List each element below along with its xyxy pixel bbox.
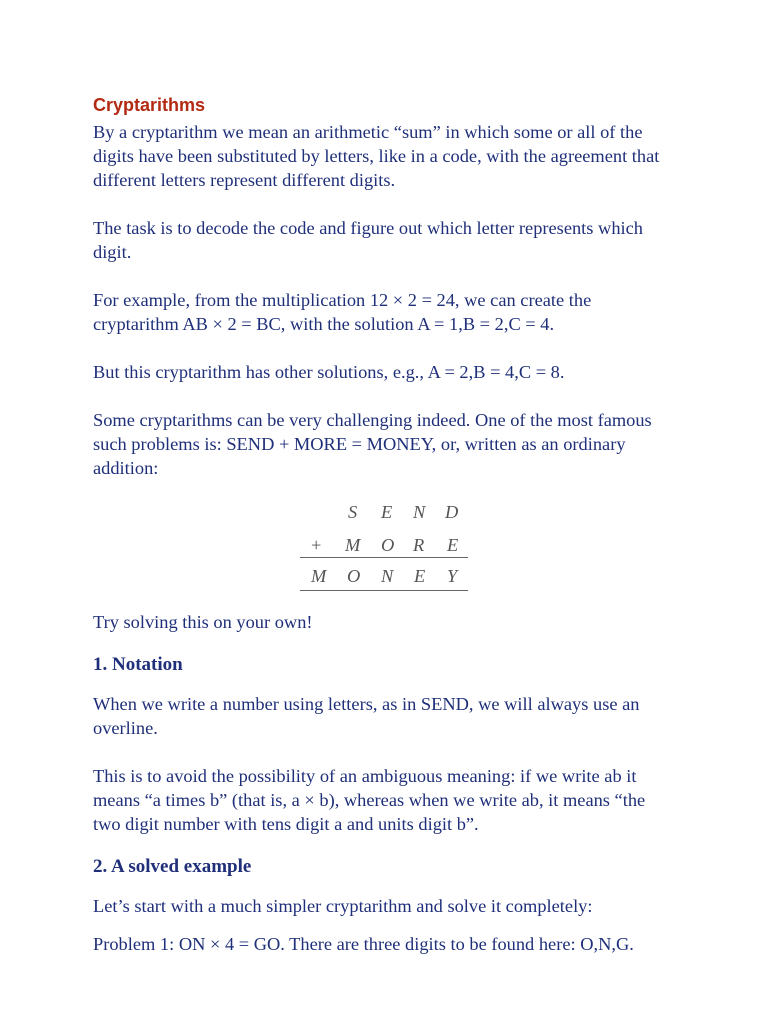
addition-letter: R [413,535,425,555]
addition-letter: O [381,535,395,555]
section-heading-notation: 1. Notation [93,654,183,675]
section-heading-solved-example: 2. A solved example [93,856,252,877]
sum-line-top [300,557,468,558]
solved-paragraph-2: Problem 1: ON × 4 = GO. There are three digits to be found here: O,N,G. [93,934,634,954]
addition-letter: Y [447,566,458,586]
document-page [93,92,673,956]
addition-letter: M [311,566,327,586]
famous-problem-paragraph: Some cryptarithms can be very challenging indeed. One of the most famous such problems is: SEND + MORE = MONEY, or, written as an ordinary addition: [93,410,652,478]
addition-letter: E [381,502,393,522]
addition-letter: D [445,502,459,522]
page-title: Cryptarithms [93,95,206,115]
intro-paragraph: By a cryptarithm we mean an arithmetic “sum” in which some or all of the digits have been substituted by letters, like in a code, with the agreement that different letters represent different digits. [93,122,660,190]
addition-letter: O [347,566,361,586]
addition-letter: S [348,502,358,522]
try-paragraph: Try solving this on your own! [93,612,313,632]
addition-row-send [93,500,673,524]
send-more-money-addition [93,500,673,600]
plus-sign: + [311,535,322,555]
addition-row-more [93,533,673,557]
other-solutions-paragraph: But this cryptarithm has other solutions, e.g., A = 2,B = 4,C = 8. [93,362,565,382]
addition-letter: E [414,566,426,586]
addition-letter: N [413,502,426,522]
addition-letter: M [345,535,361,555]
addition-row-money [93,564,673,588]
task-paragraph: The task is to decode the code and figure out which letter represents which digit. [93,218,643,262]
example-paragraph: For example, from the multiplication 12 × 2 = 24, we can create the cryptarithm AB × 2 = BC, with the solution A = 1,B = 2,C = 4. [93,290,592,334]
solved-paragraph-1: Let’s start with a much simpler cryptarithm and solve it completely: [93,896,593,916]
notation-paragraph-1: When we write a number using letters, as in SEND, we will always use an overline. [93,694,640,738]
notation-paragraph-2: This is to avoid the possibility of an ambiguous meaning: if we write ab it means “a times b” (that is, a × b), whereas when we write ab, it means “the two digit number with tens digit a and units digit b”. [93,766,646,834]
sum-line-bottom [300,590,468,591]
addition-letter: E [447,535,459,555]
addition-letter: N [381,566,394,586]
